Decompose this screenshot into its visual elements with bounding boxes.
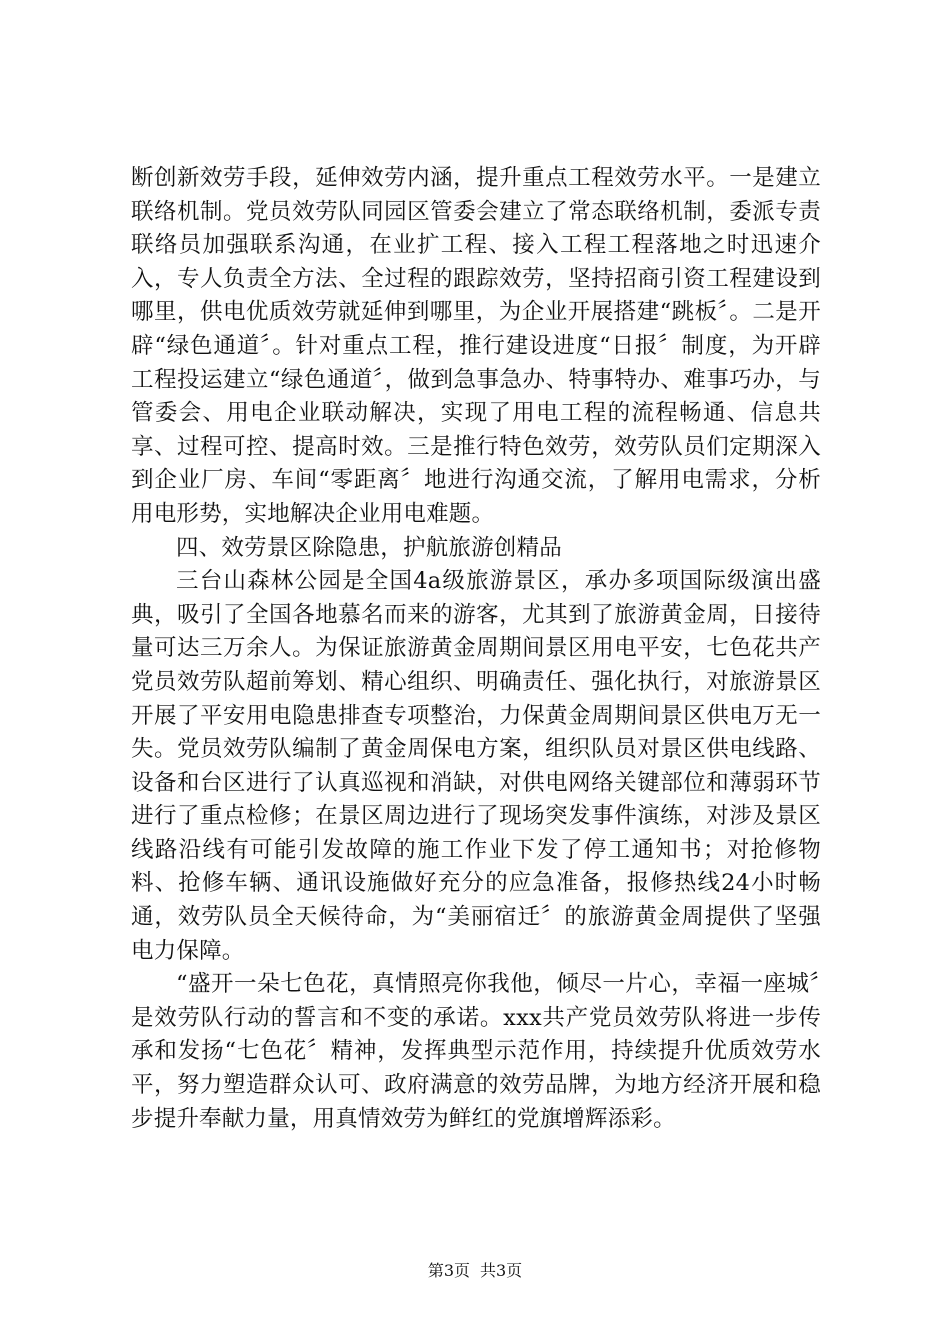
page-footer <box>0 1260 950 1282</box>
paragraph-service-measures: 断创新效劳手段，延伸效劳内涵，提升重点工程效劳水平。一是建立联络机制。党员效劳队同园区管委会建立了常态联络机制，委派专责联络员加强联系沟通，在业扩工程、接入工程工程落地之时迅速介入，专人负责全方法、全过程的跟踪效劳，坚持招商引资工程建设到哪里，供电优质效劳就延伸到哪里，为企业开展搭建“跳板〞。二是开辟“绿色通道〞。针对重点工程，推行建设进度“日报〞制度，为开辟工程投运建立“绿色通道〞，做到急事急办、特事特办、难事巧办，与管委会、用电企业联动解决，实现了用电工程的流程畅通、信息共享、过程可控、提高时效。三是推行特色效劳，效劳队员们定期深入到企业厂房、车间“零距离〞地进行沟通交流，了解用电需求，分析用电形势，实地解决企业用电难题。 <box>131 165 821 527</box>
paragraph-scenic-area: 三台山森林公园是全国4a级旅游景区，承办多项国际级演出盛典，吸引了全国各地慕名而来的游客，尤其到了旅游黄金周，日接待量可达三万余人。为保证旅游黄金周期间景区用电平安，七色花共产党员效劳队超前筹划、精心组织、明确责任、强化执行，对旅游景区开展了平安用电隐患排查专项整治，力保黄金周期间景区供电万无一失。党员效劳队编制了黄金周保电方案，组织队员对景区供电线路、设备和台区进行了认真巡视和消缺，对供电网络关键部位和薄弱环节进行了重点检修；在景区周边进行了现场突发事件演练，对涉及景区线路沿线有可能引发故障的施工作业下发了停工通知书；对抢修物料、抢修车辆、通讯设施做好充分的应急准备，报修热线24小时畅通，效劳队员全天候待命，为“美丽宿迁〞的旅游黄金周提供了坚强电力保障。 <box>131 568 821 964</box>
section-heading-scenic-area: 四、效劳景区除隐患，护航旅游创精品 <box>176 534 562 561</box>
page-number: 第3页 <box>427 1261 470 1280</box>
document-body <box>131 162 821 1136</box>
page-total: 共3页 <box>480 1261 523 1280</box>
paragraph-closing: “盛开一朵七色花，真情照亮你我他，倾尽一片心，幸福一座城〞是效劳队行动的誓言和不变的承诺。xxx共产党员效劳队将进一步传承和发扬“七色花〞精神，发挥典型示范作用，持续提升优质效劳水平，努力塑造群众认可、政府满意的效劳品牌，为地方经济开展和稳步提升奉献力量，用真情效劳为鲜红的党旗增辉添彩。 <box>131 971 821 1132</box>
